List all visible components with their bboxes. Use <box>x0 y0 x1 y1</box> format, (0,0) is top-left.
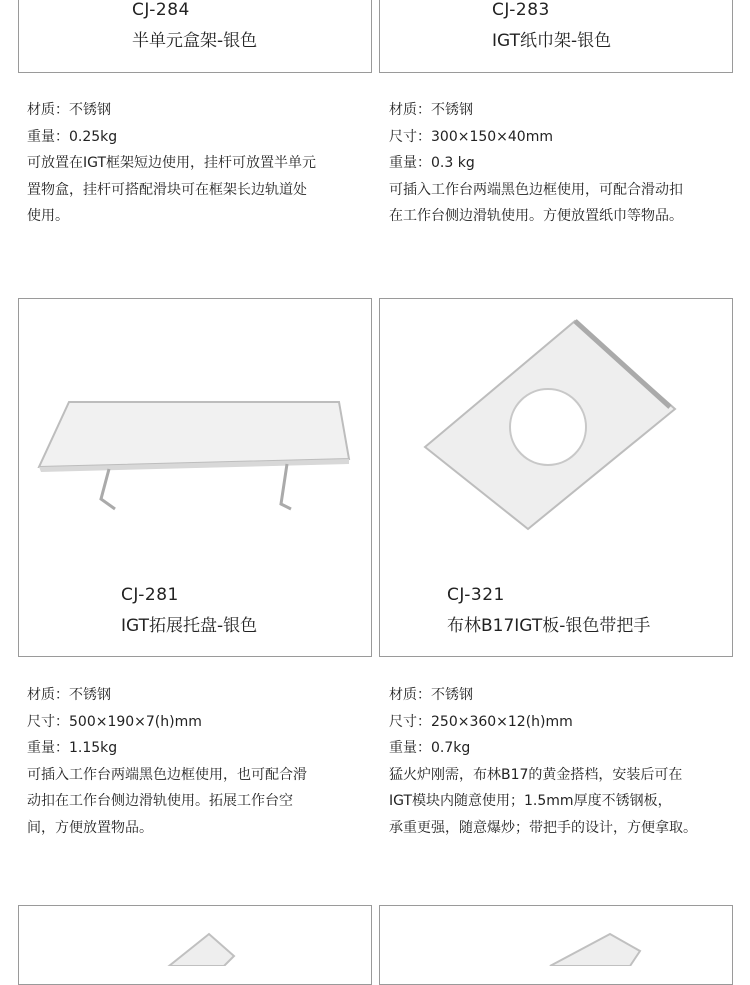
description-line: 在工作台侧边滑轨使用。方便放置纸巾等物品。 <box>389 208 683 224</box>
spec-weight: 重量：1.15kg <box>27 740 118 756</box>
tray-image <box>19 299 373 539</box>
spec-size: 尺寸：500×190×7(h)mm <box>27 713 202 730</box>
product-details-cj-281 <box>27 682 307 841</box>
product-name: IGT纸巾架-银色 <box>492 31 612 51</box>
spec-weight: 重量：0.7kg <box>389 740 471 756</box>
spec-size: 尺寸：300×150×40mm <box>389 128 553 145</box>
product-code: CJ-281 <box>121 585 179 605</box>
description-line: 可插入工作台两端黑色边框使用，也可配合滑 <box>27 766 307 783</box>
product-card-cj-281[interactable] <box>18 298 372 657</box>
description-line: 承重更强，随意爆炒；带把手的设计，方便拿取。 <box>389 819 697 836</box>
product-code: CJ-283 <box>492 0 550 20</box>
spec-material: 材质：不锈钢 <box>27 687 111 703</box>
spec-weight: 重量：0.25kg <box>27 128 118 145</box>
product-name: 布林B17IGT板-银色带把手 <box>447 616 651 636</box>
plate-image <box>380 299 734 539</box>
product-card[interactable] <box>18 905 372 985</box>
product-image <box>380 906 734 966</box>
description-line: 使用。 <box>27 208 69 224</box>
spec-weight: 重量：0.3 kg <box>389 155 475 171</box>
product-card-cj-321[interactable] <box>379 298 733 657</box>
product-card[interactable] <box>379 905 733 985</box>
product-details-cj-283 <box>389 97 683 230</box>
spec-material: 材质：不锈钢 <box>389 102 473 118</box>
spec-material: 材质：不锈钢 <box>27 102 111 118</box>
product-card-cj-284[interactable] <box>18 0 372 73</box>
spec-size: 尺寸：250×360×12(h)mm <box>389 713 573 730</box>
description-line: 置物盒，挂杆可搭配滑块可在框架长边轨道处 <box>27 181 307 198</box>
description-line: 可放置在IGT框架短边使用，挂杆可放置半单元 <box>27 155 317 171</box>
description-line: IGT模块内随意使用；1.5mm厚度不锈钢板， <box>389 793 672 809</box>
product-name: IGT拓展托盘-银色 <box>121 616 258 636</box>
description-line: 猛火炉刚需，布林B17的黄金搭档，安装后可在 <box>389 766 683 783</box>
product-details-cj-321 <box>389 682 697 841</box>
spec-material: 材质：不锈钢 <box>389 687 473 703</box>
description-line: 间，方便放置物品。 <box>27 819 153 836</box>
description-line: 可插入工作台两端黑色边框使用，可配合滑动扣 <box>389 181 683 198</box>
product-code: CJ-321 <box>447 585 505 605</box>
description-line: 动扣在工作台侧边滑轨使用。拓展工作台空 <box>27 793 293 809</box>
product-name: 半单元盒架-银色 <box>132 31 258 51</box>
product-card-cj-283[interactable] <box>379 0 733 73</box>
product-image <box>19 906 373 966</box>
product-code: CJ-284 <box>132 0 190 20</box>
product-details-cj-284 <box>27 97 316 230</box>
